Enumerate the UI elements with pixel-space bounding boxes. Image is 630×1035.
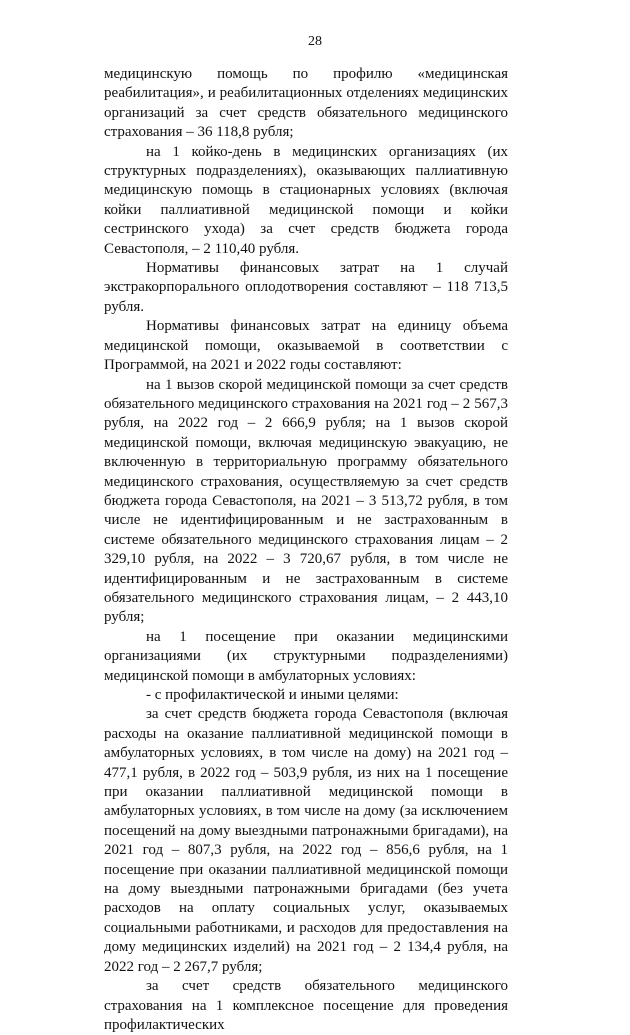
paragraph-cost-standards-intro: Нормативы финансовых затрат на единицу объема медицинской помощи, оказываемой в соответствии с Программой, на 2021 и 2022 годы составляют:	[104, 318, 508, 374]
body-text	[104, 65, 508, 1035]
paragraph-palliative-bed-day: на 1 койко-день в медицинских организациях (их структурных подразделениях), оказывающих паллиативную медицинскую помощь в стационарных условиях (включая койки паллиативной медицинской помощи и койки сестринского ухода) за счет средств бюджета города Севастополя, – 2 110,40 рубля.	[104, 143, 508, 257]
paragraph-ambulance-call: на 1 вызов скорой медицинской помощи за счет средств обязательного медицинского страхования на 2021 год – 2 567,3 рубля, на 2022 год – 2 666,9 рубля; на 1 вызов скорой медицинской помощи, включая медицинскую эвакуацию, не включенную в территориальную программу обязательного медицинского страхования, осуществляемую за счет средств бюджета города Севастополя, на 2021 – 3 513,72 рубля, в том числе не идентифицированным и не застрахованным в системе обязательного медицинского страхования лицам – 2 329,10 рубля, на 2022 – 3 720,67 рубля, в том числе не идентифицированным и не застрахованным в системе обязательного медицинского страхования лицам, – 2 443,10 рубля;	[104, 376, 508, 626]
paragraph-rehabilitation-cost: медицинскую помощь по профилю «медицинская реабилитация», и реабилитационных отделениях медицинских организаций за счет средств обязательного медицинского страхования – 36 118,8 рубля;	[104, 66, 508, 141]
paragraph-city-budget-visits: за счет средств бюджета города Севастополя (включая расходы на оказание паллиативной медицинской помощи в амбулаторных условиях, в том числе на дому) на 2021 год – 477,1 рубля, в 2022 год – 503,9 рубля, из них на 1 посещение при оказании паллиативной медицинской помощи в амбулаторных условиях, в том числе на дому (за исключением посещений на дому выездными патронажными бригадами), на 2021 год – 807,3 рубля, на 2022 год – 856,6 рубля, на 1 посещение при оказании паллиативной медицинской помощи на дому выездными патронажными бригадами (без учета расходов на оплату социальных услуг, оказываемых социальными работниками, и расходов для предоставления на дому медицинских изделий) на 2021 год – 2 134,4 рубля, на 2022 год – 2 267,7 рубля;	[104, 706, 508, 975]
paragraph-insurance-complex-visit: за счет средств обязательного медицинского страхования на 1 комплексное посещение для проведения профилактических	[104, 978, 508, 1033]
paragraph-preventive-purposes: - с профилактической и иными целями:	[146, 687, 399, 703]
page-number: 28	[308, 34, 322, 49]
paragraph-ivf-cost: Нормативы финансовых затрат на 1 случай экстракорпорального оплодотворения составляют – 118 713,5 рубля.	[104, 260, 508, 315]
paragraph-outpatient-visit: на 1 посещение при оказании медицинскими организациями (их структурными подразделениями) медицинской помощи в амбулаторных условиях:	[104, 628, 508, 684]
